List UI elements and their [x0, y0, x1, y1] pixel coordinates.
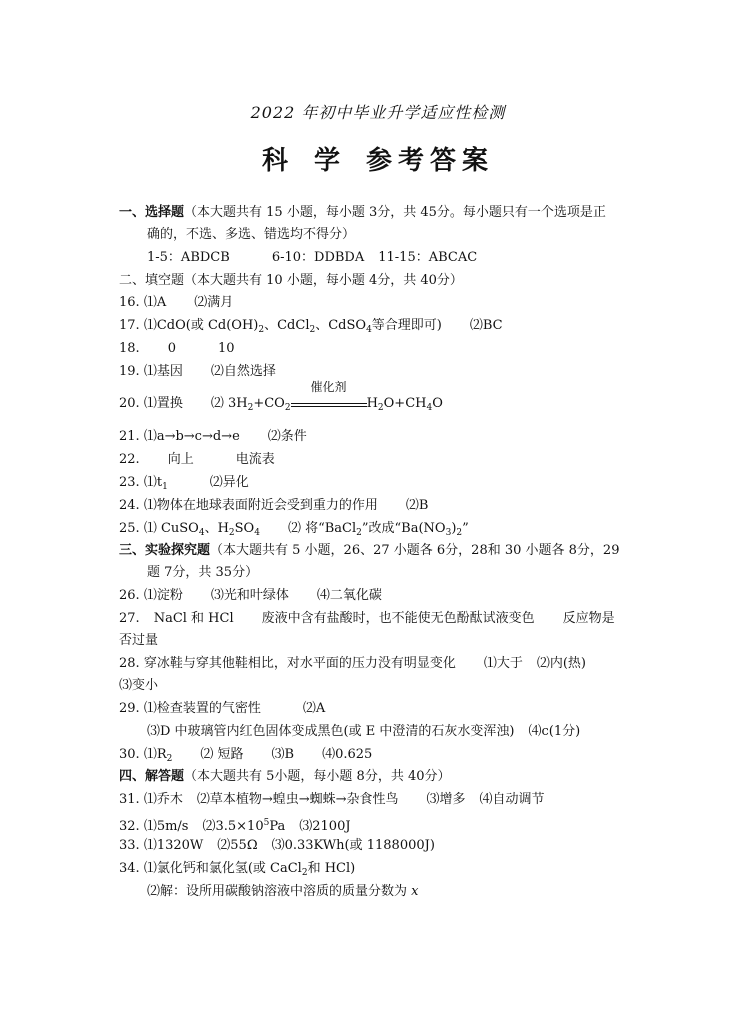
- mc-answers: 1-5：ABDCB 6-10：DDBDA 11-15：ABCAC: [147, 250, 478, 265]
- answer-34: 34. ⑴氯化钙和氯化氢(或 CaCl$_2$和 HCl): [119, 861, 356, 878]
- section-3-heading: 三、实验探究题（本大题共有 5 小题，26、27 小题各 6分，28和 30 小题各 8分，29: [119, 543, 620, 558]
- section-4-heading: 四、解答题（本大题共有 5小题，每小题 8分，共 40分）: [119, 769, 451, 784]
- answer-27: 27. NaCl 和 HCl 废液中含有盐酸时，也不能使无色酚酞试液变色 反应物是: [119, 611, 615, 626]
- answer-17: 17. ⑴CdO(或 $Cd(OH)_2$、CdCl$_2$、CdSO$_4$等合理即可) ⑵BC: [119, 318, 503, 335]
- answer-21: 21. ⑴a→b→c→d→e ⑵条件: [119, 429, 307, 444]
- answer-23: 23. $⑴t_1$ ⑵异化: [119, 475, 249, 492]
- section-1-desc: 确的，不选、多选、错选均不得分）: [147, 227, 356, 242]
- answer-28-cont: ⑶变小: [119, 678, 159, 693]
- answer-34-cont: ⑵解：设所用碳酸钠溶液中溶质的质量分数为 x: [147, 884, 419, 899]
- doc-subtitle: 科 学 参考答案: [261, 146, 495, 176]
- section-2-heading: 二、填空题（本大题共有 10 小题，每小题 4分，共 40分）: [119, 273, 463, 288]
- answer-18: 18. 0 10: [119, 341, 235, 356]
- answer-16: 16. ⑴A ⑵满月: [119, 295, 234, 310]
- answer-22: 22. 向上 电流表: [119, 452, 275, 467]
- answer-29: 29. ⑴检查装置的气密性 ⑵A: [119, 701, 326, 716]
- answer-31: 31. ⑴乔木 ⑵草本植物→蝗虫→蜘蛛→杂食性鸟 ⑶增多 ⑷自动调节: [119, 792, 545, 807]
- doc-title: 2022 年初中毕业升学适应性检测: [250, 103, 506, 122]
- answer-20: 20. ⑴置换 ⑵ $3H_2+CO_2$ 催化剂 $H_2O+CH_4O$: [119, 380, 443, 413]
- answer-27-cont: 否过量: [119, 633, 159, 648]
- section-1-heading: 一、选择题（本大题共有 15 小题，每小题 3分，共 45分。每小题只有一个选项是正: [119, 205, 606, 220]
- answer-29-cont: ⑶D 中玻璃管内红色固体变成黑色(或 E 中澄清的石灰水变浑浊) ⑷c(1分): [147, 724, 581, 739]
- catalyst-arrow: 催化剂: [291, 394, 367, 407]
- answer-19: 19. ⑴基因 ⑵自然选择: [119, 364, 276, 379]
- answer-24: 24. ⑴物体在地球表面附近会受到重力的作用 ⑵B: [119, 498, 429, 513]
- answer-25: 25. ⑴ CuSO$_4$、$H_2SO_4$ ⑵ 将“BaCl$_2$”改成“$Ba(NO_3)_2$”: [119, 521, 469, 538]
- answer-30: 30. $⑴R_2$ ⑵ 短路 ⑶B ⑷0.625: [119, 747, 373, 764]
- answer-32: 32. ⑴5m/s $⑵3.5\times 10^5Pa$ ⑶2100J: [119, 818, 351, 834]
- answer-33: 33. ⑴1320W ⑵55Ω ⑶0.33KWh(或 1188000J): [119, 838, 435, 853]
- answer-26: 26. ⑴淀粉 ⑶光和叶绿体 ⑷二氧化碳: [119, 588, 382, 603]
- answer-28: 28. 穿冰鞋与穿其他鞋相比，对水平面的压力没有明显变化 ⑴大于 ⑵内(热): [119, 656, 587, 671]
- section-3-desc: 题 7分，共 35分）: [147, 565, 259, 580]
